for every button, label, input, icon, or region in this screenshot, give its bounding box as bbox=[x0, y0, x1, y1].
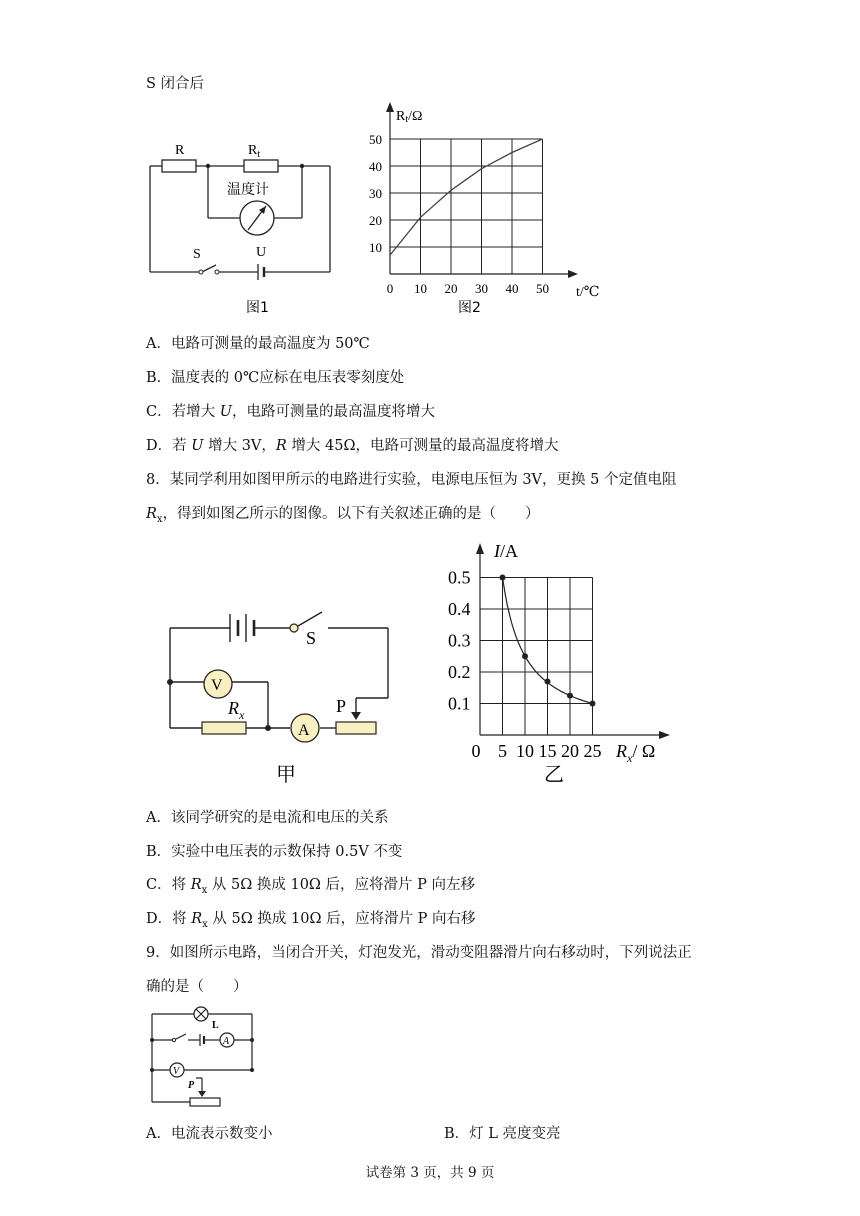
chart-yi-point bbox=[522, 653, 528, 659]
q9-option-b: B．灯 L 亮度变亮 bbox=[444, 1126, 561, 1142]
chart2-ylabel: Rt/Ω bbox=[396, 109, 423, 125]
chart-yi-ytick: 0.4 bbox=[448, 599, 471, 619]
figure-jia-caption: 甲 bbox=[276, 762, 296, 786]
chart2-xlabel: t/℃ bbox=[576, 285, 600, 300]
q8-stem-line2: $R_x$，得到如图乙所示的图像。以下有关叙述正确的是（ ） bbox=[146, 506, 540, 525]
voltmeter-label: V bbox=[211, 677, 223, 694]
resistor-r bbox=[162, 160, 196, 172]
q7-option-b: B．温度表的 0℃应标在电压表零刻度处 bbox=[146, 370, 405, 386]
figure-yi-caption: 乙 bbox=[544, 762, 564, 786]
q7-figure1-circuit bbox=[140, 130, 340, 320]
chart2-xtick: 30 bbox=[475, 281, 488, 296]
chart-yi-xtick: 0 bbox=[471, 741, 481, 761]
q8-option-c: C．将 $R_x$ 从 5Ω 换成 10Ω 后，应将滑片 P 向左移 bbox=[146, 877, 476, 896]
chart-yi-ytick: 0.2 bbox=[448, 662, 471, 682]
chart-yi-ytick: 0.3 bbox=[448, 630, 471, 651]
figure1-caption: 图1 bbox=[246, 300, 269, 316]
chart-yi-xtick: 20 bbox=[561, 741, 579, 761]
source-label: U bbox=[256, 245, 267, 260]
q9-option-a: A．电流表示数变小 bbox=[146, 1126, 273, 1142]
slider-p-label: P bbox=[336, 696, 347, 716]
chart-yi-xtick: 10 bbox=[516, 741, 534, 761]
ammeter-label: A bbox=[298, 722, 310, 739]
q7-option-d: D．若 U 增大 3V，R 增大 45Ω，电路可测量的最高温度将增大 bbox=[146, 438, 559, 454]
q7-option-c: C．若增大 U，电路可测量的最高温度将增大 bbox=[146, 404, 435, 420]
chart-yi-xtick: 5 bbox=[498, 741, 507, 761]
voltmeter-v-label: V bbox=[173, 1066, 180, 1077]
q9-stem-line2: 确的是（ ） bbox=[146, 979, 248, 995]
chart2-ytick: 20 bbox=[369, 213, 382, 228]
chart-yi-point bbox=[567, 693, 573, 699]
q8-option-b: B．实验中电压表的示数保持 0.5V 不变 bbox=[146, 844, 403, 860]
chart2-xtick: 0 bbox=[386, 281, 394, 296]
resistor-rt bbox=[244, 160, 278, 172]
chart2-ytick: 50 bbox=[369, 132, 382, 147]
page-footer: 试卷第 3 页，共 9 页 bbox=[365, 1165, 495, 1181]
q8-stem-line1: 8．某同学利用如图甲所示的电路进行实验，电源电压恒为 3V，更换 5 个定值电阻 bbox=[146, 472, 677, 488]
chart2-ytick: 10 bbox=[369, 240, 382, 255]
meter-label: 温度计 bbox=[227, 182, 269, 198]
chart-yi-point bbox=[500, 575, 506, 581]
chart-yi-ytick: 0.5 bbox=[448, 567, 471, 588]
rt-curve bbox=[390, 139, 543, 255]
slider-p9-label: P bbox=[188, 1080, 195, 1091]
chart-yi-xlabel: $R_x/$ Ω bbox=[616, 741, 656, 765]
chart-yi-ytick: 0.1 bbox=[448, 693, 471, 714]
chart2-xtick: 40 bbox=[505, 281, 519, 296]
chart2-ytick: 30 bbox=[369, 186, 382, 201]
label-r: R bbox=[175, 143, 185, 158]
chart-yi-xtick: 15 bbox=[538, 741, 557, 761]
switch-s-label: S bbox=[306, 628, 317, 648]
q8-option-d: D．将 $R_x$ 从 5Ω 换成 10Ω 后，应将滑片 P 向右移 bbox=[146, 911, 476, 930]
chart-yi-point bbox=[545, 678, 551, 684]
q7-figure2-chart bbox=[362, 100, 612, 320]
lamp-l-label: L bbox=[212, 1020, 219, 1031]
ammeter-a-label: A bbox=[223, 1036, 230, 1047]
svg-text:Rt: $R_t$ bbox=[248, 143, 261, 160]
chart-yi-ylabel: I/A bbox=[494, 541, 518, 561]
rx-label: $R_x$ bbox=[228, 698, 245, 722]
q8-figure-jia-circuit bbox=[160, 600, 400, 790]
q8-option-a: A．该同学研究的是电流和电压的关系 bbox=[146, 810, 389, 826]
q9-figure-circuit bbox=[140, 1000, 270, 1115]
chart2-xtick: 50 bbox=[536, 281, 549, 296]
chart2-xtick: 10 bbox=[414, 281, 427, 296]
label-rt: R bbox=[248, 143, 258, 158]
chart-yi-xtick: 25 bbox=[583, 741, 602, 761]
q7-option-a: A．电路可测量的最高温度为 50℃ bbox=[146, 336, 370, 352]
chart2-xtick: 20 bbox=[444, 281, 458, 296]
figure2-caption: 图2 bbox=[458, 300, 481, 316]
switch-label: S bbox=[193, 247, 201, 262]
chart-yi-point bbox=[590, 701, 596, 707]
q9-stem-line1: 9．如图所示电路，当闭合开关，灯泡发光，滑动变阻器滑片向右移动时，下列说法正 bbox=[146, 945, 692, 961]
q8-figure-yi-chart bbox=[440, 535, 680, 790]
chart2-ytick: 40 bbox=[369, 159, 382, 174]
top-text: S 闭合后 bbox=[146, 76, 205, 92]
